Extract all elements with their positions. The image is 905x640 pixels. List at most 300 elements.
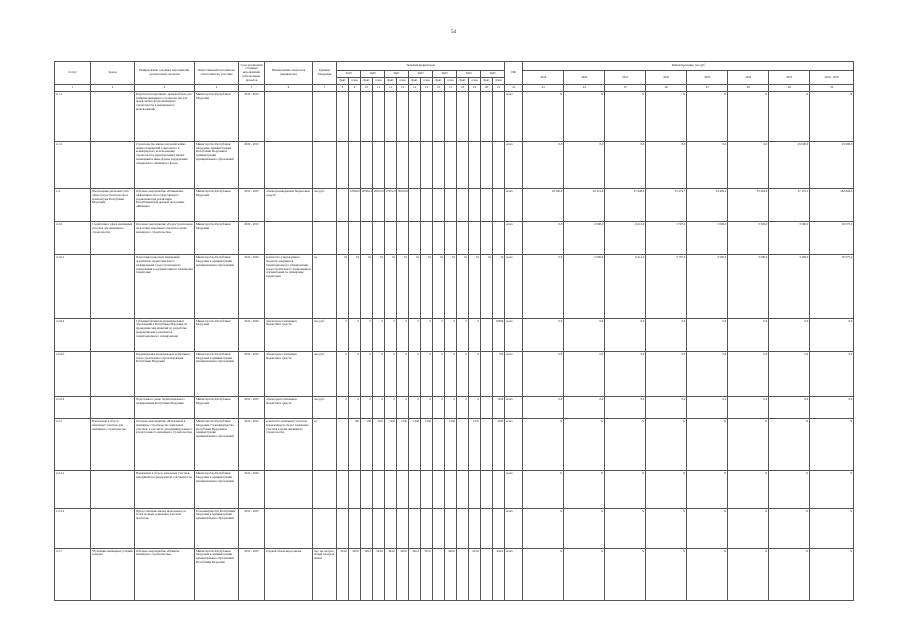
deadline-cell: 2019 - 2025 — [239, 419, 265, 471]
indicator-value-cell: 0 — [337, 397, 349, 419]
executor-cell: Министерство Республики Мордовия и администрации муниципальных образований — [195, 471, 239, 508]
indicator-value-cell: 30250,8 — [397, 189, 409, 222]
indicator-value-cell — [445, 141, 457, 188]
indicator-value-cell: 10 — [445, 255, 457, 318]
indicator-value-cell — [337, 222, 349, 255]
indicator-value-cell: 1285 — [493, 419, 505, 471]
indicator-value-cell: 10 — [433, 255, 445, 318]
financing-value-cell: X — [687, 419, 728, 471]
indicator-value-cell: 413,0 — [469, 548, 481, 600]
indicator-value-cell — [481, 189, 493, 222]
source-cell: всего — [505, 141, 523, 188]
financing-value-cell: 30 075,2 — [810, 222, 854, 255]
deadline-cell: 2019 - 2025 — [239, 141, 265, 188]
financing-value-cell: 0,0 — [810, 397, 854, 419]
column-number: 28 — [728, 85, 769, 92]
financing-value-cell: X — [605, 91, 646, 141]
indicator-value-cell — [349, 91, 361, 141]
indicator-value-cell: 0 — [457, 351, 469, 396]
event-name-cell: Разработка нормативно- правовой базы для развития жилищного строительства для целей любых форм жилищного строительства в маневренного использования — [135, 91, 195, 141]
unit-cell: ед. — [313, 419, 337, 471]
financing-value-cell: 0,0 — [646, 141, 687, 188]
indicator-value-cell: 0 — [385, 351, 397, 396]
column-number: 11 — [373, 85, 385, 92]
column-number: 6 — [265, 85, 313, 92]
indicator-value-cell — [469, 91, 481, 141]
indicator-value-cell: 10000 — [493, 318, 505, 351]
header-indicator-values: Значения индикаторов — [337, 62, 505, 71]
deadline-cell: 2019 - 2025 — [239, 189, 265, 222]
financing-value-cell: 0,0 — [646, 318, 687, 351]
column-number: 17 — [445, 85, 457, 92]
financing-value-cell: X — [564, 508, 605, 548]
indicator-value-cell: 0 — [349, 397, 361, 419]
indicator-value-cell: 1250 — [445, 419, 457, 471]
financing-value-cell: 0,0 — [523, 351, 564, 396]
indicator-value-cell: 0 — [397, 351, 409, 396]
indicator-value-cell — [337, 508, 349, 548]
indicator-value-cell — [421, 508, 433, 548]
column-number: 15 — [421, 85, 433, 92]
status-cell: 1.4 — [55, 189, 91, 222]
financing-value-cell: 0,0 — [810, 351, 854, 396]
column-number: 24 — [564, 85, 605, 92]
financing-value-cell: X — [646, 419, 687, 471]
financing-value-cell: 3 500,0 — [728, 255, 769, 318]
indicator-value-cell: 100 — [361, 419, 373, 471]
plan-fact-header: факт — [361, 78, 373, 85]
event-name-cell: Строительство жилья для целей найма жилых помещений социального и коммерческого использования, строительство (приобретение) жилых помещений и иные формы поддержания специального жилищного фонда — [135, 141, 195, 188]
indicator-value-cell — [409, 189, 421, 222]
financing-value-cell: 0,0 — [728, 141, 769, 188]
financing-value-cell: 0,0 — [523, 255, 564, 318]
event-name-cell: Субсидии бюджетам муниципальных образований в Республике Мордовия на проведение мероприятий по разработке (корректировке) документов территориального планирования — [135, 318, 195, 351]
financing-value-cell: 0,0 — [523, 318, 564, 351]
task-cell: Содействие в сфере жилищных участков для жилищного строительства — [91, 222, 135, 255]
indicator-value-cell — [445, 508, 457, 548]
financing-value-cell: 2 000,0 — [564, 222, 605, 255]
indicator-value-cell — [385, 471, 397, 508]
financing-value-cell: 0,0 — [769, 351, 810, 396]
indicator-value-cell: 0 — [373, 397, 385, 419]
event-name-cell: Основное мероприятие «Градостроительная подготовка земельных участков в целях жилищного строительства» — [135, 222, 195, 255]
indicator-value-cell: 0 — [373, 351, 385, 396]
indicator-value-cell: 1240 — [409, 419, 421, 471]
financing-value-cell: 0,0 — [687, 351, 728, 396]
financing-year-header: 2021 — [605, 71, 646, 85]
financing-value-cell: X — [769, 419, 810, 471]
indicator-value-cell: 340,0 — [397, 548, 409, 600]
financing-value-cell: 45 000,0 — [769, 141, 810, 188]
unit-cell: тыс.руб. — [313, 189, 337, 222]
column-number: 16 — [433, 85, 445, 92]
header-status: Статус — [55, 62, 91, 85]
indicator-year-header: 2020 — [361, 71, 385, 78]
financing-value-cell: X — [810, 419, 854, 471]
financing-value-cell: 47 648,2 — [605, 189, 646, 222]
indicator-value-cell: 0 — [445, 318, 457, 351]
program-table — [54, 61, 854, 601]
indicator-value-cell — [469, 471, 481, 508]
column-number: 3 — [135, 85, 195, 92]
table-row — [55, 189, 854, 222]
table-row — [55, 141, 854, 188]
indicator-value-cell — [361, 91, 373, 141]
indicator-value-cell — [481, 419, 493, 471]
header-unit: Единица измерения — [313, 62, 337, 85]
page-number: 54 — [451, 30, 456, 35]
table-row — [55, 318, 854, 351]
financing-value-cell: X — [687, 508, 728, 548]
indicator-value-cell — [397, 222, 409, 255]
indicator-value-cell — [445, 471, 457, 508]
financing-value-cell: X — [646, 471, 687, 508]
indicator-value-cell: 28472,0 — [373, 189, 385, 222]
indicator-value-cell: 0 — [409, 397, 421, 419]
table-row — [55, 419, 854, 471]
financing-value-cell: 6 411,0 — [605, 255, 646, 318]
financing-value-cell: X — [769, 508, 810, 548]
indicator-value-cell: 19 — [349, 255, 361, 318]
deadline-cell: 2019 - 2025 — [239, 351, 265, 396]
financing-value-cell: X — [646, 508, 687, 548]
indicator-value-cell: 0 — [457, 397, 469, 419]
indicator-value-cell: 1500 — [493, 397, 505, 419]
table-row — [55, 397, 854, 419]
indicator-value-cell: 20584,4 — [361, 189, 373, 222]
indicator-value-cell: 10 — [457, 255, 469, 318]
indicator-value-cell — [493, 222, 505, 255]
plan-fact-header: факт — [385, 78, 397, 85]
task-cell — [91, 255, 135, 318]
indicator-value-cell — [481, 318, 493, 351]
indicator-value-cell — [337, 419, 349, 471]
indicator-value-cell: 0 — [349, 351, 361, 396]
indicator-value-cell — [457, 419, 469, 471]
table-row — [55, 471, 854, 508]
table-row — [55, 91, 854, 141]
executor-cell: Министерство Республики Мордовия и администрации муниципальных образований — [195, 351, 239, 396]
financing-value-cell: 3 500,0 — [769, 255, 810, 318]
deadline-cell: 2019 - 2025 — [239, 222, 265, 255]
source-cell: всего — [505, 318, 523, 351]
indicator-value-cell: 324,0 — [385, 548, 397, 600]
financing-value-cell: 0,0 — [646, 397, 687, 419]
indicator-name-cell — [265, 91, 313, 141]
indicator-value-cell: 0 — [421, 318, 433, 351]
column-number: 12 — [385, 85, 397, 92]
header-event-name: Наименование основных мероприятий, региональных проектов — [135, 62, 195, 85]
indicator-value-cell: 0 — [385, 397, 397, 419]
financing-value-cell: X — [810, 548, 854, 600]
indicator-value-cell — [481, 471, 493, 508]
indicator-value-cell: 0 — [445, 397, 457, 419]
financing-year-header: 2019 - 2025 — [810, 71, 854, 85]
plan-fact-header: план — [493, 78, 505, 85]
financing-value-cell: 0,0 — [605, 318, 646, 351]
financing-value-cell: 35 274,7 — [646, 189, 687, 222]
indicator-year-header: 2021 — [385, 71, 409, 78]
source-cell: всего — [505, 397, 523, 419]
financing-value-cell: X — [523, 419, 564, 471]
column-number: 21 — [493, 85, 505, 92]
financing-value-cell: 3 797,2 — [646, 222, 687, 255]
plan-fact-header: факт — [481, 78, 493, 85]
indicator-name-cell — [265, 508, 313, 548]
indicator-value-cell — [457, 189, 469, 222]
indicator-value-cell — [337, 471, 349, 508]
indicator-value-cell: 323,0 — [337, 548, 349, 600]
indicator-value-cell: 0 — [445, 351, 457, 396]
financing-value-cell: X — [687, 548, 728, 600]
unit-cell — [313, 222, 337, 255]
financing-value-cell: 0,0 — [605, 351, 646, 396]
indicator-value-cell: 0 — [337, 351, 349, 396]
plan-fact-header: факт — [433, 78, 445, 85]
column-number: 29 — [769, 85, 810, 92]
status-cell: 2.1.1 — [55, 91, 91, 141]
indicator-value-cell: 18500,0 — [349, 189, 361, 222]
indicator-name-cell: объем произведенных бюджетных средств — [265, 189, 313, 222]
indicator-value-cell — [421, 91, 433, 141]
indicator-value-cell — [409, 141, 421, 188]
indicator-value-cell — [373, 222, 385, 255]
source-cell: всего — [505, 508, 523, 548]
indicator-year-header: 2024 — [457, 71, 481, 78]
indicator-name-cell: объем предоставленных бюджетных средств — [265, 397, 313, 419]
executor-cell: Министерство Республики Мордовия и администрации муниципальных образований Республики Мордовия — [195, 548, 239, 600]
unit-cell: тыс.руб. — [313, 397, 337, 419]
unit-cell — [313, 471, 337, 508]
indicator-value-cell — [421, 471, 433, 508]
indicator-value-cell: 0 — [409, 351, 421, 396]
financing-value-cell: X — [523, 91, 564, 141]
task-cell — [91, 318, 135, 351]
financing-value-cell: 0,0 — [728, 397, 769, 419]
financing-value-cell: 3 500,0 — [728, 222, 769, 255]
status-cell: 2.2.2 — [55, 419, 91, 471]
table-row — [55, 508, 854, 548]
financing-value-cell: 0,0 — [564, 141, 605, 188]
indicator-value-cell: 10 — [361, 255, 373, 318]
unit-cell: ед. — [313, 255, 337, 318]
indicator-value-cell: 0 — [337, 318, 349, 351]
indicator-value-cell — [457, 141, 469, 188]
financing-value-cell: 3 797,2 — [646, 255, 687, 318]
source-cell: всего — [505, 189, 523, 222]
indicator-value-cell: 10 — [385, 255, 397, 318]
indicator-value-cell — [349, 508, 361, 548]
indicator-value-cell: 324,0 — [373, 548, 385, 600]
indicator-value-cell: 0 — [469, 351, 481, 396]
indicator-value-cell: 0 — [397, 318, 409, 351]
indicator-value-cell — [397, 471, 409, 508]
indicator-value-cell: 400,0 — [445, 548, 457, 600]
financing-value-cell: X — [564, 91, 605, 141]
financing-value-cell: X — [728, 419, 769, 471]
indicator-value-cell — [469, 508, 481, 548]
plan-fact-header: план — [421, 78, 433, 85]
task-cell — [91, 351, 135, 396]
financing-value-cell: X — [728, 91, 769, 141]
source-cell: всего — [505, 255, 523, 318]
header-gp: ИФ — [505, 62, 523, 85]
indicator-value-cell — [421, 141, 433, 188]
executor-cell: Министерство Республики Мордовия — [195, 222, 239, 255]
indicator-value-cell: 1110 — [373, 419, 385, 471]
indicator-value-cell — [421, 222, 433, 255]
financing-value-cell: 0,0 — [564, 318, 605, 351]
deadline-cell: 2019 - 2025 — [239, 91, 265, 141]
indicator-value-cell — [349, 471, 361, 508]
indicator-value-cell — [397, 141, 409, 188]
financing-value-cell: X — [564, 548, 605, 600]
indicator-value-cell — [493, 189, 505, 222]
indicator-value-cell — [457, 508, 469, 548]
plan-fact-header: план — [469, 78, 481, 85]
indicator-value-cell — [337, 189, 349, 222]
indicator-value-cell: 0 — [421, 351, 433, 396]
status-cell: 2.2.7 — [55, 548, 91, 600]
financing-value-cell: X — [728, 471, 769, 508]
status-cell: 2.2.2.2 — [55, 508, 91, 548]
indicator-value-cell: 150 — [493, 351, 505, 396]
financing-value-cell: X — [605, 471, 646, 508]
executor-cell: Госкомимущество Республики Мордовия и администрации муниципальных образований — [195, 508, 239, 548]
indicator-name-cell: объем предоставленных бюджетных средств — [265, 351, 313, 396]
event-name-cell: Основное мероприятие «Вовлечение в жилищное строительство земельных участков, в том числе для индивидуального и малоэтажного жилищного строительства» — [135, 419, 195, 471]
event-name-cell: Основное мероприятие «Развитие жилищного строительства» — [135, 548, 195, 600]
indicator-year-header: 2025 — [481, 71, 505, 78]
indicator-value-cell — [349, 141, 361, 188]
financing-value-cell: 0,0 — [605, 397, 646, 419]
indicator-value-cell — [493, 508, 505, 548]
deadline-cell: 2019 - 2025 — [239, 471, 265, 508]
task-cell — [91, 397, 135, 419]
status-cell: 2.2.2.1 — [55, 471, 91, 508]
financing-value-cell: X — [810, 471, 854, 508]
unit-cell — [313, 91, 337, 141]
indicator-value-cell — [361, 471, 373, 508]
executor-cell: Министерство Республики Мордовия — [195, 397, 239, 419]
financing-value-cell: 0,0 — [564, 351, 605, 396]
column-number: 26 — [646, 85, 687, 92]
column-number: 13 — [397, 85, 409, 92]
financing-value-cell: 18 500,0 — [523, 189, 564, 222]
financing-value-cell: 3 500,0 — [687, 222, 728, 255]
financing-value-cell: X — [810, 508, 854, 548]
unit-cell: тыс.руб. — [313, 318, 337, 351]
financing-value-cell: 0,0 — [687, 141, 728, 188]
indicator-value-cell — [433, 141, 445, 188]
financing-value-cell: X — [605, 548, 646, 600]
indicator-value-cell: 0 — [433, 351, 445, 396]
plan-fact-header: факт — [337, 78, 349, 85]
status-cell: 2.2.6 — [55, 222, 91, 255]
indicator-value-cell — [469, 141, 481, 188]
task-cell: Улучшение жилищных условий граждан — [91, 548, 135, 600]
indicator-value-cell — [409, 471, 421, 508]
indicator-value-cell — [385, 141, 397, 188]
indicator-value-cell — [457, 471, 469, 508]
indicator-value-cell — [481, 222, 493, 255]
column-number: 9 — [349, 85, 361, 92]
column-number: 7 — [313, 85, 337, 92]
plan-fact-header: план — [445, 78, 457, 85]
financing-value-cell: X — [564, 419, 605, 471]
event-name-cell: Подготовка (внесение изменений) документов территориального планирования, градостроительного зонирования и документации по планировке территории — [135, 255, 195, 318]
indicator-value-cell: 10 — [397, 255, 409, 318]
indicator-value-cell: 0 — [409, 318, 421, 351]
indicator-value-cell — [409, 508, 421, 548]
indicator-value-cell: 100 — [349, 419, 361, 471]
column-number: 30 — [810, 85, 854, 92]
financing-value-cell: 20 472,6 — [564, 189, 605, 222]
source-cell: всего — [505, 419, 523, 471]
financing-value-cell: 33 294,9 — [728, 189, 769, 222]
financing-value-cell: 0,0 — [769, 397, 810, 419]
executor-cell: Министерство Республики Мордовия и администрации муниципальных образований — [195, 255, 239, 318]
deadline-cell: 2019 - 2025 — [239, 508, 265, 548]
event-name-cell: Корректировка региональных нормативов градостроительного проектирования Республики Мордовия — [135, 351, 195, 396]
financing-value-cell: X — [728, 548, 769, 600]
source-cell: всего — [505, 351, 523, 396]
financing-value-cell: X — [523, 471, 564, 508]
indicator-value-cell: 335,0 — [421, 548, 433, 600]
indicator-name-cell: количество утвержденных проектов документов территориального планирования, градостроительного зонирования и документации по планировке территории — [265, 255, 313, 318]
indicator-value-cell: 328,0 — [349, 548, 361, 600]
indicator-value-cell: 0 — [433, 397, 445, 419]
financing-value-cell: 0,0 — [523, 397, 564, 419]
task-cell — [91, 141, 135, 188]
indicator-value-cell — [409, 91, 421, 141]
indicator-value-cell — [493, 471, 505, 508]
indicator-value-cell — [457, 548, 469, 600]
financing-year-header: 2023 — [687, 71, 728, 85]
deadline-cell: 2019 - 2025 — [239, 255, 265, 318]
indicator-value-cell: 27972,0 — [385, 189, 397, 222]
financing-value-cell: 0,0 — [523, 222, 564, 255]
indicator-name-cell — [265, 471, 313, 508]
indicator-value-cell: 0 — [469, 318, 481, 351]
financing-year-header: 2025 — [769, 71, 810, 85]
financing-value-cell: X — [810, 91, 854, 141]
financing-year-header: 2020 — [564, 71, 605, 85]
plan-fact-header: план — [373, 78, 385, 85]
source-cell: всего — [505, 548, 523, 600]
task-cell — [91, 91, 135, 141]
task-cell: Обеспечение деятельности в сфере градостроительства и архитектуры Республики Мордовия — [91, 189, 135, 222]
table-row — [55, 548, 854, 600]
indicator-value-cell: 10 — [421, 255, 433, 318]
financing-value-cell: X — [646, 91, 687, 141]
indicator-value-cell — [433, 419, 445, 471]
financing-value-cell: X — [687, 471, 728, 508]
executor-cell: Министерство Республики Мордовия, Администрация Республики Мордовия и администрации муниципальных образований — [195, 141, 239, 188]
financing-value-cell: 0,0 — [646, 351, 687, 396]
indicator-value-cell — [445, 189, 457, 222]
indicator-name-cell — [265, 141, 313, 188]
indicator-value-cell — [433, 91, 445, 141]
indicator-value-cell: 10 — [469, 255, 481, 318]
executor-cell: Министерство Республики Мордовия, Госкомимущество Республики Мордовия и администрации муниципальных образований — [195, 419, 239, 471]
indicator-value-cell: 0 — [397, 397, 409, 419]
indicator-value-cell — [481, 548, 493, 600]
table-row — [55, 222, 854, 255]
indicator-value-cell: 0 — [361, 351, 373, 396]
indicator-value-cell — [349, 222, 361, 255]
header-executor: Ответственный исполнитель, соисполнитель, участник — [195, 62, 239, 85]
